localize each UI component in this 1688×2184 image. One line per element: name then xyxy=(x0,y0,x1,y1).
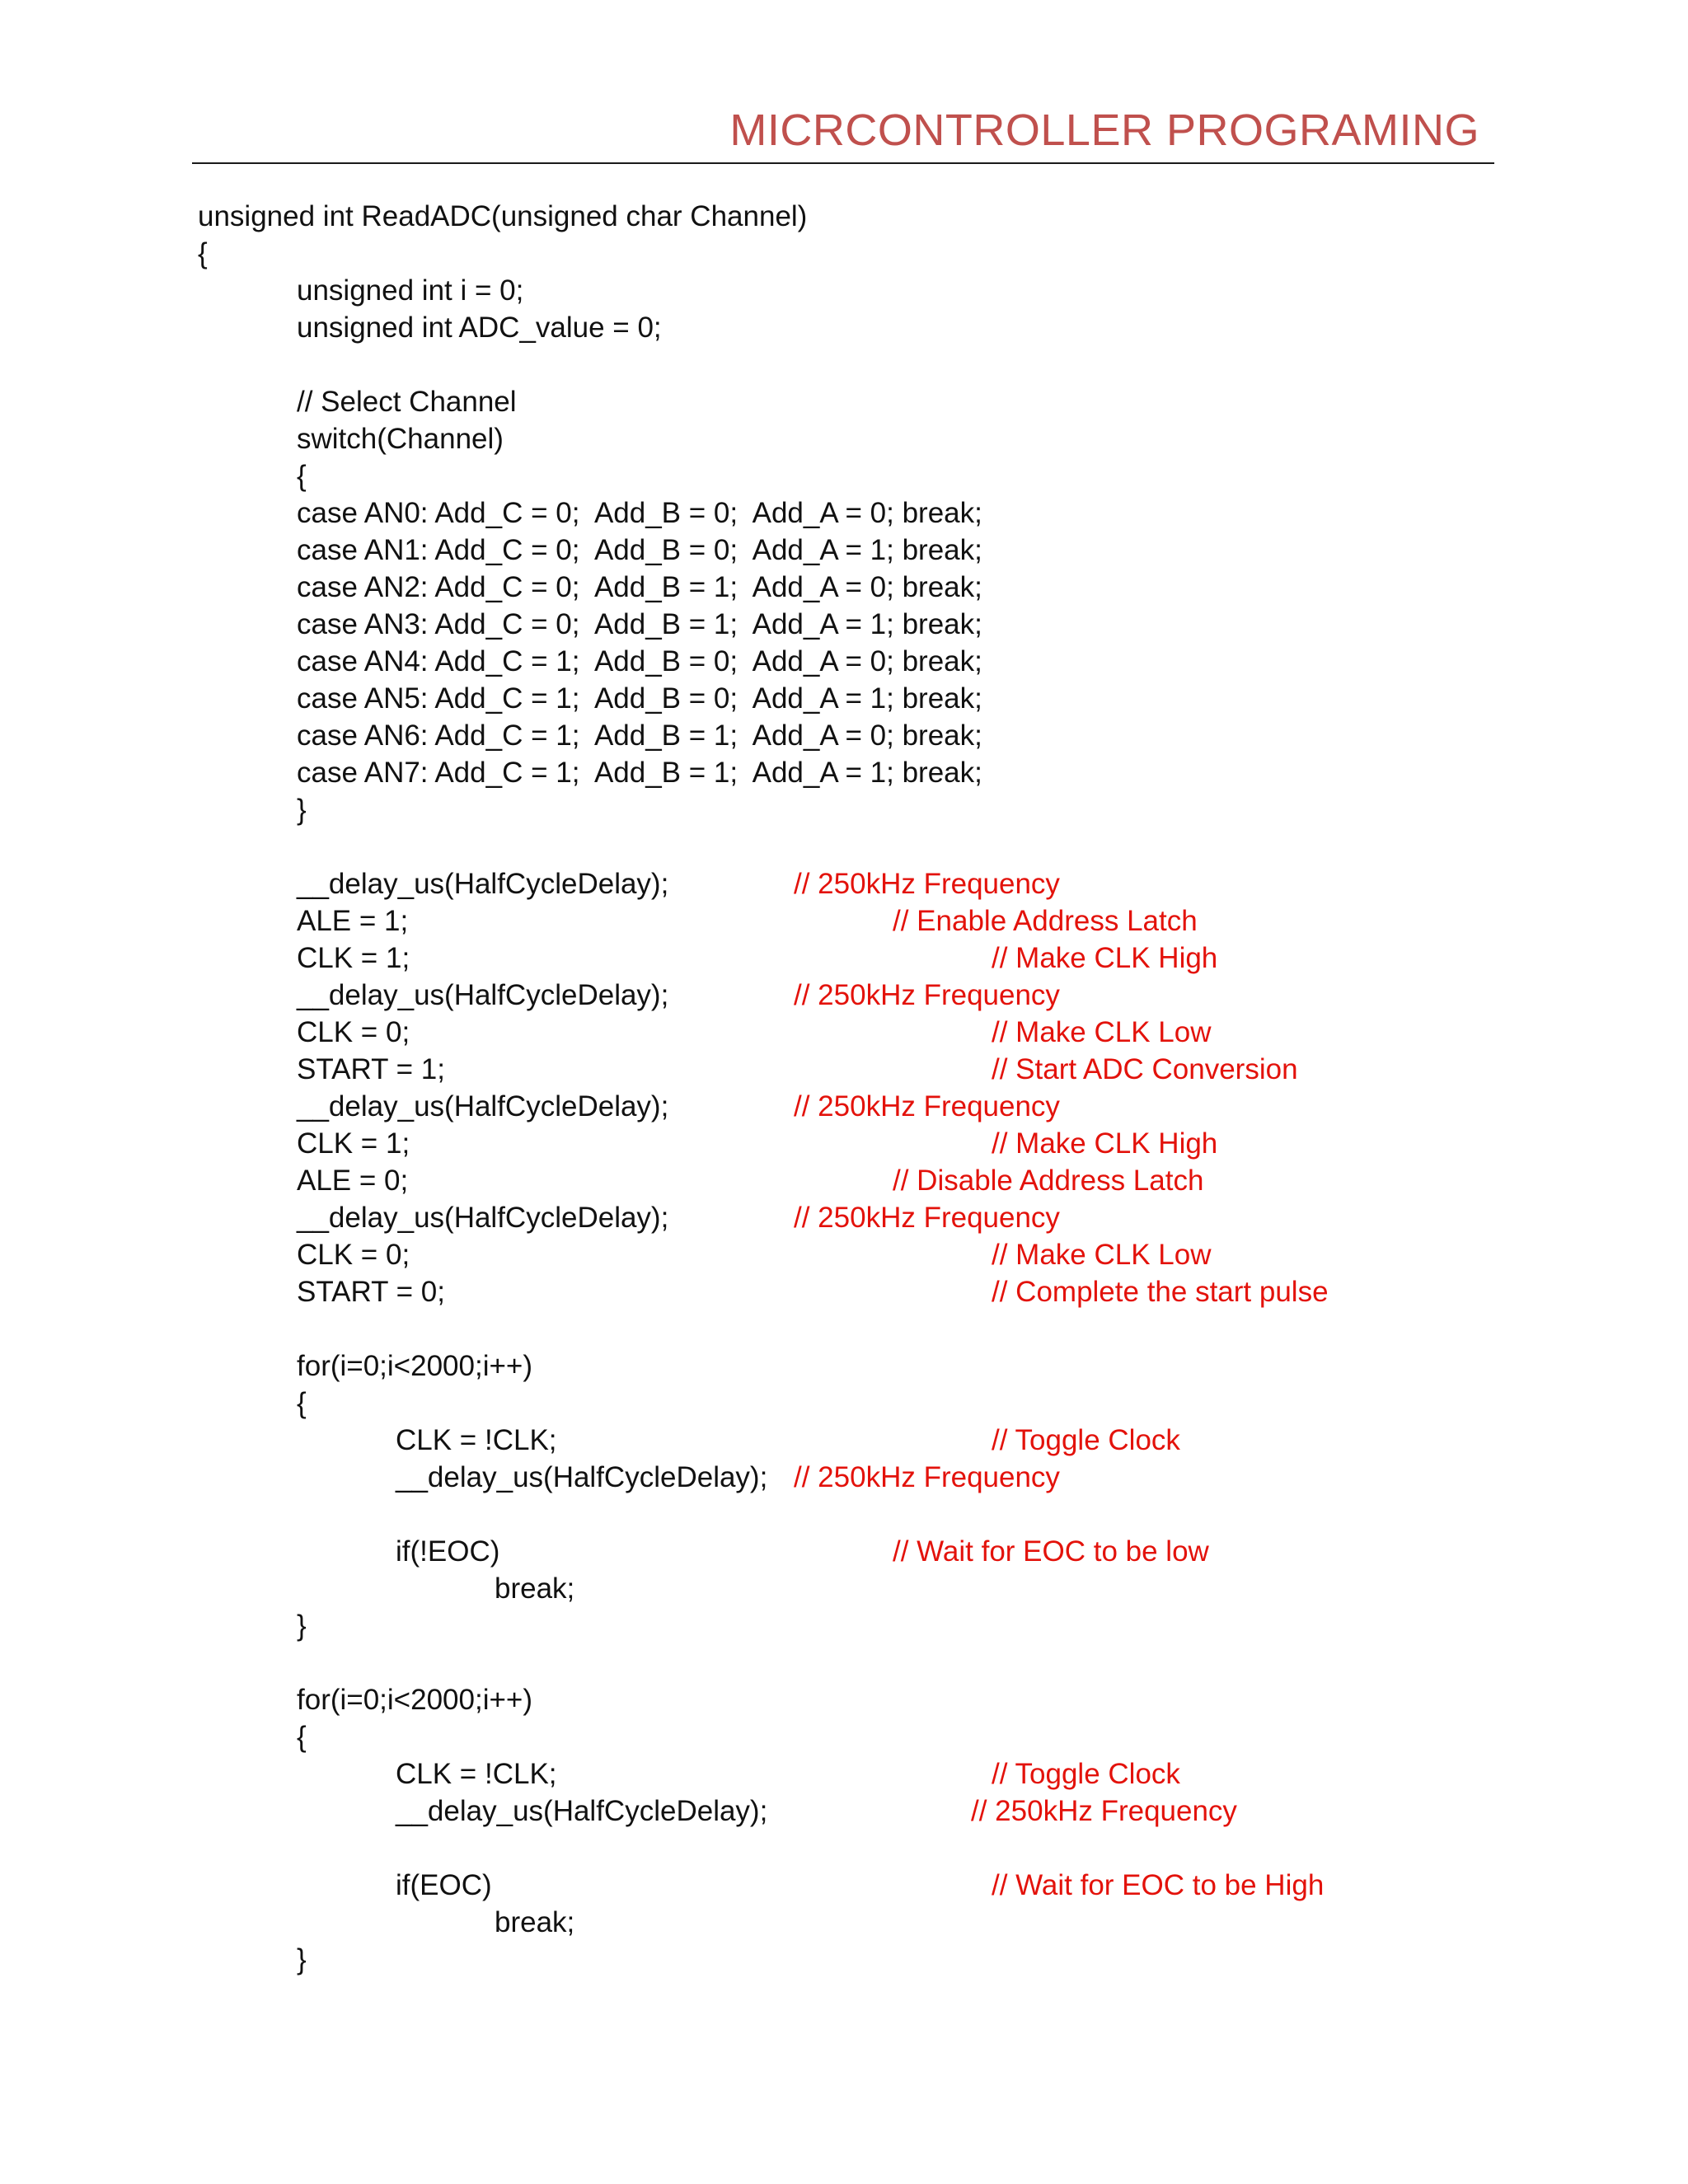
code-text: if(EOC) xyxy=(396,1869,492,1901)
code-line xyxy=(0,902,1688,940)
code-line xyxy=(0,1125,1688,1162)
code-line xyxy=(0,717,1688,754)
code-line xyxy=(0,1422,1688,1459)
code-comment: // 250kHz Frequency xyxy=(794,979,1060,1011)
code-comment: // 250kHz Frequency xyxy=(794,1461,1060,1493)
code-text: __delay_us(HalfCycleDelay); xyxy=(297,1090,669,1122)
code-text: CLK = 1; xyxy=(297,942,410,974)
code-text: __delay_us(HalfCycleDelay); xyxy=(396,1461,768,1493)
code-line xyxy=(0,494,1688,532)
code-line xyxy=(0,383,1688,420)
code-line xyxy=(0,532,1688,569)
code-text: case AN3: Add_C = 0; Add_B = 1; Add_A = 1; break; xyxy=(297,608,982,640)
code-line xyxy=(0,1941,1688,1978)
code-text: unsigned int ADC_value = 0; xyxy=(297,312,662,344)
code-line xyxy=(0,309,1688,346)
code-text: CLK = !CLK; xyxy=(396,1758,557,1790)
code-text: { xyxy=(297,1721,307,1753)
code-comment: // 250kHz Frequency xyxy=(794,1202,1060,1234)
code-text: } xyxy=(297,1610,307,1642)
code-text: __delay_us(HalfCycleDelay); xyxy=(297,868,669,900)
code-text: { xyxy=(297,460,307,492)
code-text: case AN4: Add_C = 1; Add_B = 0; Add_A = 0; break; xyxy=(297,645,982,677)
code-comment: // Toggle Clock xyxy=(992,1758,1180,1790)
code-text: switch(Channel) xyxy=(297,423,504,455)
code-text: START = 0; xyxy=(297,1276,445,1308)
code-line xyxy=(0,1051,1688,1088)
code-comment: // 250kHz Frequency xyxy=(971,1795,1237,1827)
code-line xyxy=(0,420,1688,457)
code-line xyxy=(0,606,1688,643)
code-comment: // Make CLK Low xyxy=(992,1239,1212,1271)
code-line xyxy=(0,754,1688,791)
code-text: for(i=0;i<2000;i++) xyxy=(297,1684,533,1716)
code-text: ALE = 1; xyxy=(297,905,409,937)
code-line xyxy=(0,1681,1688,1718)
code-comment: // Make CLK High xyxy=(992,1127,1218,1160)
code-comment: // Make CLK Low xyxy=(992,1016,1212,1048)
code-text: CLK = 0; xyxy=(297,1016,410,1048)
code-comment: // Disable Address Latch xyxy=(893,1165,1204,1197)
code-line xyxy=(0,1718,1688,1755)
code-comment: // Enable Address Latch xyxy=(893,905,1198,937)
code-comment: // Start ADC Conversion xyxy=(992,1053,1298,1085)
code-line xyxy=(0,977,1688,1014)
code-text: case AN6: Add_C = 1; Add_B = 1; Add_A = 0; break; xyxy=(297,719,982,752)
code-line xyxy=(0,1385,1688,1422)
code-line xyxy=(0,1088,1688,1125)
code-line xyxy=(0,1459,1688,1496)
code-text: for(i=0;i<2000;i++) xyxy=(297,1350,533,1382)
code-text: case AN5: Add_C = 1; Add_B = 0; Add_A = 1; break; xyxy=(297,682,982,715)
code-line xyxy=(0,1236,1688,1273)
code-line xyxy=(0,1755,1688,1793)
code-line xyxy=(0,643,1688,680)
code-line xyxy=(0,1867,1688,1904)
code-line xyxy=(0,1607,1688,1644)
code-text: break; xyxy=(495,1906,575,1938)
code-line xyxy=(0,1793,1688,1830)
code-line xyxy=(0,1014,1688,1051)
code-text: ALE = 0; xyxy=(297,1165,409,1197)
code-text: } xyxy=(297,1943,307,1975)
code-comment: // 250kHz Frequency xyxy=(794,868,1060,900)
code-text: { xyxy=(297,1387,307,1419)
code-text: } xyxy=(297,794,307,826)
code-text: case AN0: Add_C = 0; Add_B = 0; Add_A = 0; break; xyxy=(297,497,982,529)
code-text: START = 1; xyxy=(297,1053,445,1085)
code-line xyxy=(0,569,1688,606)
code-text: __delay_us(HalfCycleDelay); xyxy=(396,1795,768,1827)
code-text: CLK = 1; xyxy=(297,1127,410,1160)
code-line xyxy=(0,272,1688,309)
code-line xyxy=(0,1162,1688,1199)
code-text: { xyxy=(198,237,208,269)
page-header-title: MICRCONTROLLER PROGRAMING xyxy=(729,105,1479,155)
code-line xyxy=(0,865,1688,902)
code-text: case AN1: Add_C = 0; Add_B = 0; Add_A = 1; break; xyxy=(297,534,982,566)
code-text: // Select Channel xyxy=(297,386,517,418)
code-line xyxy=(0,680,1688,717)
code-line xyxy=(0,940,1688,977)
code-text: unsigned int i = 0; xyxy=(297,274,524,307)
code-text: case AN2: Add_C = 0; Add_B = 1; Add_A = 0; break; xyxy=(297,571,982,603)
code-comment: // Toggle Clock xyxy=(992,1424,1180,1456)
code-line xyxy=(0,1273,1688,1310)
code-text: __delay_us(HalfCycleDelay); xyxy=(297,979,669,1011)
code-line xyxy=(0,791,1688,828)
code-comment: // 250kHz Frequency xyxy=(794,1090,1060,1122)
code-text: unsigned int ReadADC(unsigned char Channel) xyxy=(198,200,808,232)
code-line xyxy=(0,457,1688,494)
code-comment: // Wait for EOC to be low xyxy=(893,1535,1209,1568)
code-comment: // Complete the start pulse xyxy=(992,1276,1329,1308)
code-line xyxy=(0,1199,1688,1236)
code-text: break; xyxy=(495,1572,575,1605)
code-line xyxy=(0,1347,1688,1385)
code-line xyxy=(0,1570,1688,1607)
code-comment: // Make CLK High xyxy=(992,942,1218,974)
code-line xyxy=(0,235,1688,272)
code-text: CLK = !CLK; xyxy=(396,1424,557,1456)
code-text: __delay_us(HalfCycleDelay); xyxy=(297,1202,669,1234)
code-line xyxy=(0,198,1688,235)
code-line xyxy=(0,1533,1688,1570)
code-text: CLK = 0; xyxy=(297,1239,410,1271)
code-line xyxy=(0,1904,1688,1941)
code-comment: // Wait for EOC to be High xyxy=(992,1869,1325,1901)
code-text: case AN7: Add_C = 1; Add_B = 1; Add_A = 1; break; xyxy=(297,757,982,789)
code-text: if(!EOC) xyxy=(396,1535,500,1568)
